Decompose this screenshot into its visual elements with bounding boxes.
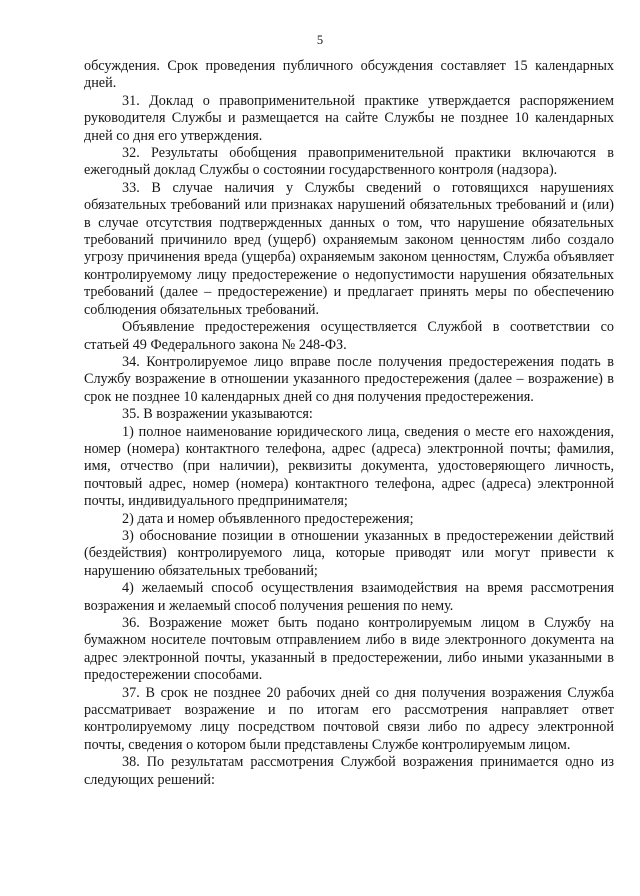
document-body [84,58,614,789]
paragraph-31: 31. Доклад о правоприменительной практике утверждается распоряжением руководителя Службы и размещается на сайте Службы не позднее 10 календарных дней со дня его утверждения. [84,92,614,144]
paragraph-33-warning-announcement: Объявление предостережения осуществляется Службой в соответствии со статьей 49 Федерального закона № 248-ФЗ. [84,319,614,353]
paragraph-continuation: обсуждения. Срок проведения публичного обсуждения составляет 15 календарных дней. [84,58,614,92]
paragraph-35-item-3: 3) обоснование позиции в отношении указанных в предостережении действий (бездействия) контролируемого лица, которые приводят или могут привести к нарушению обязательных требований; [84,527,614,579]
page-number: 5 [316,33,324,47]
paragraph-32: 32. Результаты обобщения правоприменительной практики включаются в ежегодный доклад Службы о состоянии государственного контроля (надзора). [84,145,614,179]
paragraph-35: 35. В возражении указываются: [122,406,313,423]
paragraph-37: 37. В срок не позднее 20 рабочих дней со дня получения возражения Служба рассматривает возражение и по итогам его рассмотрения направляет ответ контролируемому лицу посредством почтовой связи либо по адресу электронной почты, сведения о котором были представлены Службе контролируемым лицом. [84,684,614,753]
paragraph-35-item-4: 4) желаемый способ осуществления взаимодействия на время рассмотрения возражения и желаемый способ получения решения по нему. [84,580,614,614]
paragraph-36: 36. Возражение может быть подано контролируемым лицом в Службу на бумажном носителе почтовым отправлением либо в виде электронного документа на адрес электронной почты, указанный в предостережении, либо иными указанными в предостережении способами. [84,615,614,684]
paragraph-33: 33. В случае наличия у Службы сведений о готовящихся нарушениях обязательных требований или признаках нарушений обязательных требований и (или) в случае отсутствия подтвержденных данных о том, что нарушение обязательных требований причинило вред (ущерб) охраняемым законом ценностям либо создало угрозу причинения вреда (ущерба) охраняемым законом ценностям, Служба объявляет контролируемому лицу предостережение о недопустимости нарушения обязательных требований (далее – предостережение) и предлагает принять меры по обеспечению соблюдения обязательных требований. [84,179,614,318]
paragraph-35-item-2: 2) дата и номер объявленного предостережения; [122,510,414,527]
paragraph-34: 34. Контролируемое лицо вправе после получения предостережения подать в Службу возражение в отношении указанного предостережения (далее – возражение) в срок не позднее 10 календарных дней со дня получения предостережения. [84,353,614,405]
paragraph-38: 38. По результатам рассмотрения Службой возражения принимается одно из следующих решений: [84,754,614,788]
paragraph-35-item-1: 1) полное наименование юридического лица, сведения о месте его нахождения, номер (номера) контактного телефона, адрес (адреса) электронной почты; фамилия, имя, отчество (при наличии), реквизиты документа, удостоверяющего личность, почтовый адрес, номер (номера) контактного телефона, адрес (адреса) электронной почты, индивидуального предпринимателя; [84,423,614,510]
